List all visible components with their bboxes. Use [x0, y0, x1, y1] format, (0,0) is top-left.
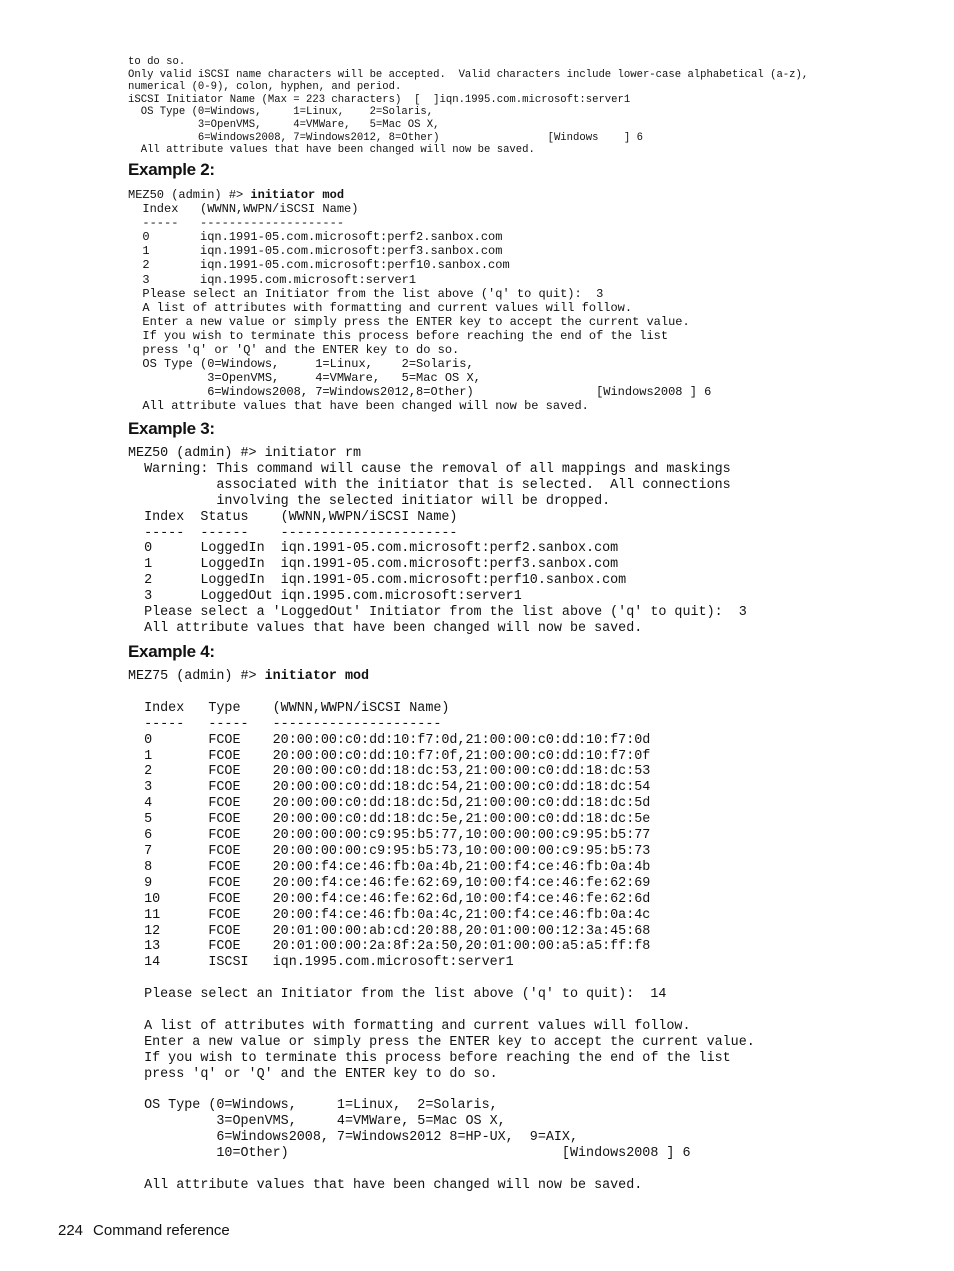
example-4-lines: Index Type (WWNN,WWPN/iSCSI Name) ----- ----- --------------------- 0 FCOE 20:00:00:c0:dd:10:f7:0d,21:00:00:c0:dd:10:f7:0d 1 FCOE 20:00:00:c0:dd:10:f7:0f,21:00:00:c0:dd:10:f7:0f 2 FCOE 20:00:00:c0:dd:18:dc:53,21:00:00:c0:dd:18:dc:53 3 FCOE 20:00:00:c0:dd:18:dc:54,21:00:00:c0:dd:18:dc:54 4 FCOE 20:00:00:c0:dd:18:dc:5d,21:00:00:c0:dd:18:dc:5d 5 FCOE 20:00:00:c0:dd:18:dc:5e,21:00:00:c0:dd:18:dc:5e 6 FCOE 20:00:00:00:c9:95:b5:77,10:00:00:00:c9:95:b5:77 7 FCOE 20:00:00:00:c9:95:b5:73,10:00:00:00:c9:95:b5:73 8 FCOE 20:00:f4:ce:46:fb:0a:4b,21:00:f4:ce:46:fb:0a:4b 9 FCOE 20:00:f4:ce:46:fe:62:69,10:00:f4:ce:46:fe:62:69 10 FCOE 20:00:f4:ce:46:fe:62:6d,10:00:f4:ce:46:fe:62:6d 11 FCOE 20:00:f4:ce:46:fb:0a:4c,21:00:f4:ce:46:fb:0a:4c 12 FCOE 20:01:00:00:ab:cd:20:88,20:01:00:00:12:3a:45:68 13 FCOE 20:01:00:00:2a:8f:2a:50,20:01:00:00:a5:a5:ff:f8 14 ISCSI iqn.1995.com.microsoft:server1 Please select an Initiator from the list above ('q' to quit): 14 A list of attributes with formatting and current values will follow. Enter a new value or simply press the ENTER key to accept the current value. If you wish to terminate this process before reaching the end of the list press 'q' or 'Q' and the ENTER key to do so. OS Type (0=Windows, 1=Linux, 2=Solaris, 3=OpenVMS, 4=VMWare, 5=Mac OS X, 6=Windows2008, 7=Windows2012 8=HP-UX, 9=AIX, 10=Other) [Windows2008 ] 6 All attribute values that have been changed will now be saved.: [144, 700, 755, 1193]
footer-section-title: Command reference: [93, 1222, 230, 1239]
example-4-command: initiator mod: [264, 669, 370, 684]
example-3-heading: Example 3:: [128, 419, 215, 438]
example-3-output: MEZ50 (admin) #> initiator rm Warning: This command will cause the removal of all mappings and maskings associated with the initiator that is selected. All connections involving the selected initiator will be dropped. Index Status (WWNN,WWPN/iSCSI Name) ----- ------ ---------------------- 0 LoggedIn iqn.1991-05.com.microsoft:perf2.sanbox.com 1 LoggedIn iqn.1991-05.com.microsoft:perf3.sanbox.com 2 LoggedIn iqn.1991-05.com.microsoft:perf10.sanbox.com 3 LoggedOut iqn.1995.com.microsoft:server1 Please select a 'LoggedOut' Initiator from the list above ('q' to quit): 3 All attribute values that have been changed will now be saved.: [128, 446, 747, 636]
example-2-prompt: MEZ50 (admin) #>: [128, 188, 251, 202]
example-4-prompt: MEZ75 (admin) #>: [128, 669, 265, 684]
page-footer: [58, 1222, 230, 1239]
example-4-heading: Example 4:: [128, 642, 215, 661]
example-4-output: [128, 669, 755, 1194]
example-2-output: [128, 188, 711, 414]
page-number: 224: [58, 1222, 84, 1239]
intro-output: to do so. Only valid iSCSI name characters will be accepted. Valid characters include lower-case alphabetical (a-z), numerical (0-9), colon, hyphen, and period. iSCSI Initiator Name (Max = 223 characters) [ ]iqn.1995.com.microsoft:server1 OS Type (0=Windows, 1=Linux, 2=Solaris, 3=OpenVMS, 4=VMWare, 5=Mac OS X, 6=Windows2008, 7=Windows2012, 8=Other) [Windows ] 6 All attribute values that have been changed will now be saved.: [128, 56, 809, 157]
example-2-heading: Example 2:: [128, 160, 215, 179]
example-2-lines: Index (WWNN,WWPN/iSCSI Name) ----- -------------------- 0 iqn.1991-05.com.microsoft:perf2.sanbox.com 1 iqn.1991-05.com.microsoft:perf3.sanbox.com 2 iqn.1991-05.com.microsoft:perf10.sanbox.com 3 iqn.1995.com.microsoft:server1 Please select an Initiator from the list above ('q' to quit): 3 A list of attributes with formatting and current values will follow. Enter a new value or simply press the ENTER key to accept the current value. If you wish to terminate this process before reaching the end of the list press 'q' or 'Q' and the ENTER key to do so. OS Type (0=Windows, 1=Linux, 2=Solaris, 3=OpenVMS, 4=VMWare, 5=Mac OS X, 6=Windows2008, 7=Windows2012,8=Other) [Windows2008 ] 6 All attribute values that have been changed will now be saved.: [142, 202, 712, 414]
example-2-command: initiator mod: [250, 188, 345, 202]
